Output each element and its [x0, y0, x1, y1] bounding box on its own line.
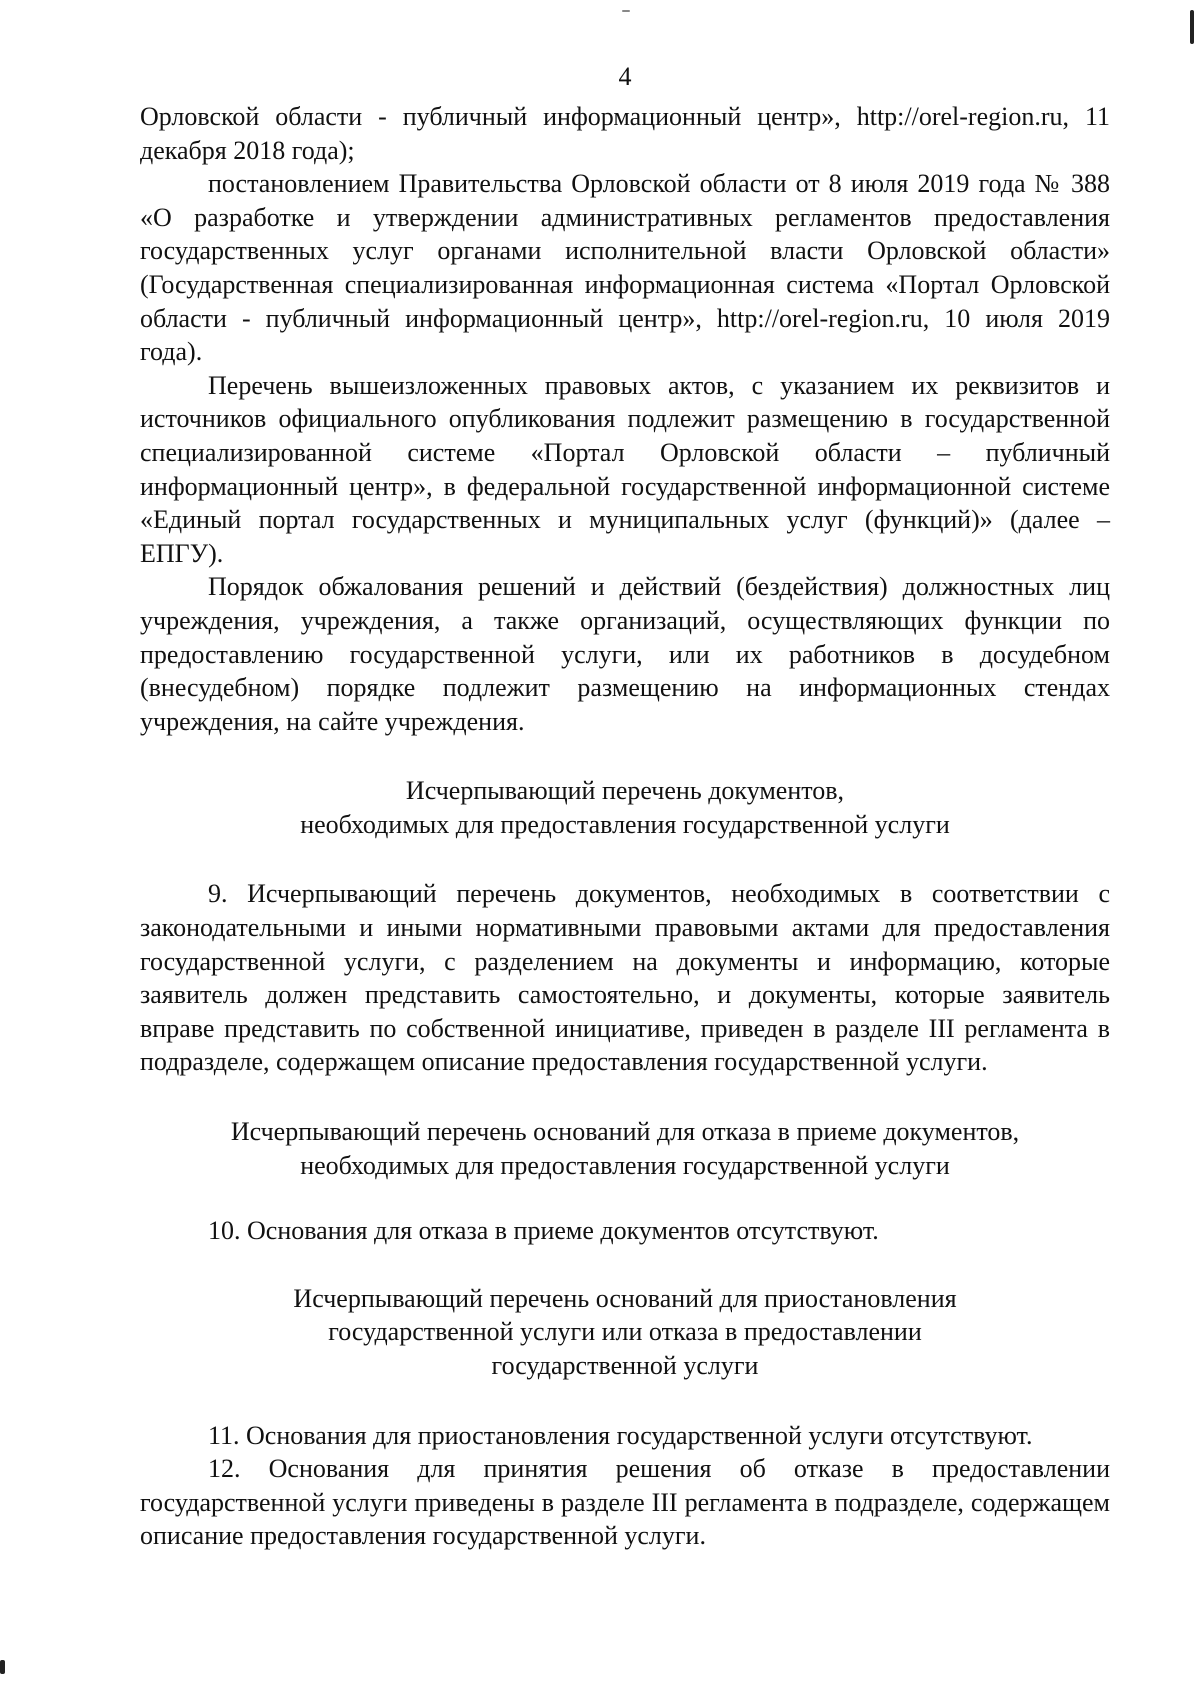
document-page — [140, 60, 1110, 1553]
heading-line: Исчерпывающий перечень документов, — [405, 776, 845, 806]
paragraph-continuation: Орловской области - публичный информационный центр», http://orel-region.ru, 11 декабря 2018 года); — [140, 102, 1110, 165]
scan-artifact-left — [0, 1660, 5, 1674]
paragraph-item-9: 9. Исчерпывающий перечень документов, необходимых в соответствии с законодательными и иными нормативными правовыми актами для предоставления государственной услуги, с разделением на документы и информацию, которые заявитель должен представить самостоятельно, и документы, которые заявитель вправе представить по собственной инициативе, приведен в разделе III регламента в подразделе, содержащем описание предоставления государственной услуги. — [140, 879, 1110, 1077]
paragraph-appeal-procedure: Порядок обжалования решений и действий (бездействия) должностных лиц учреждения, учреждения, а также организаций, осуществляющих функции по предоставлению государственной услуги, или их работников в досудебном (внесудебном) порядке подлежит размещению на информационных стендах учреждения, на сайте учреждения. — [140, 572, 1110, 736]
section-heading-suspension-grounds — [140, 1282, 1110, 1383]
page-number: 4 — [618, 62, 632, 91]
scan-artifact-right — [1190, 10, 1194, 44]
heading-line: государственной услуги или отказа в предоставлении — [328, 1317, 922, 1347]
heading-line: государственной услуги — [491, 1351, 759, 1380]
section-heading-refusal-grounds — [140, 1115, 1110, 1182]
section-heading-documents — [140, 774, 1110, 841]
paragraph-item-11: 11. Основания для приостановления государственной услуги отсутствуют. — [208, 1420, 1033, 1450]
heading-line: необходимых для предоставления государственной услуги — [300, 1150, 950, 1180]
scan-artifact-top — [622, 10, 630, 12]
heading-line: необходимых для предоставления государственной услуги — [300, 809, 950, 839]
paragraph-item-12: 12. Основания для принятия решения об отказе в предоставлении государственной услуги приведены в разделе III регламента в подразделе, содержащем описание предоставления государственной услуги. — [140, 1454, 1110, 1551]
paragraph-legal-acts-list: Перечень вышеизложенных правовых актов, с указанием их реквизитов и источников официального опубликования подлежит размещению в государственной специализированной системе «Портал Орловской области – публичный информационный центр», в федеральной государственной информационной системе «Единый портал государственных и муниципальных услуг (функций)» (далее – ЕПГУ). — [140, 370, 1110, 568]
paragraph-item-10: 10. Основания для отказа в приеме документов отсутствуют. — [208, 1216, 879, 1246]
heading-line: Исчерпывающий перечень оснований для отказа в приеме документов, — [230, 1117, 1020, 1147]
paragraph-resolution-388: постановлением Правительства Орловской области от 8 июля 2019 года № 388 «О разработке и утверждении административных регламентов предоставления государственных услуг органами исполнительной власти Орловской области» (Государственная специализированная информационная система «Портал Орловской области - публичный информационный центр», http://orel-region.ru, 10 июля 2019 года). — [140, 169, 1110, 367]
heading-line: Исчерпывающий перечень оснований для приостановления — [293, 1283, 957, 1313]
